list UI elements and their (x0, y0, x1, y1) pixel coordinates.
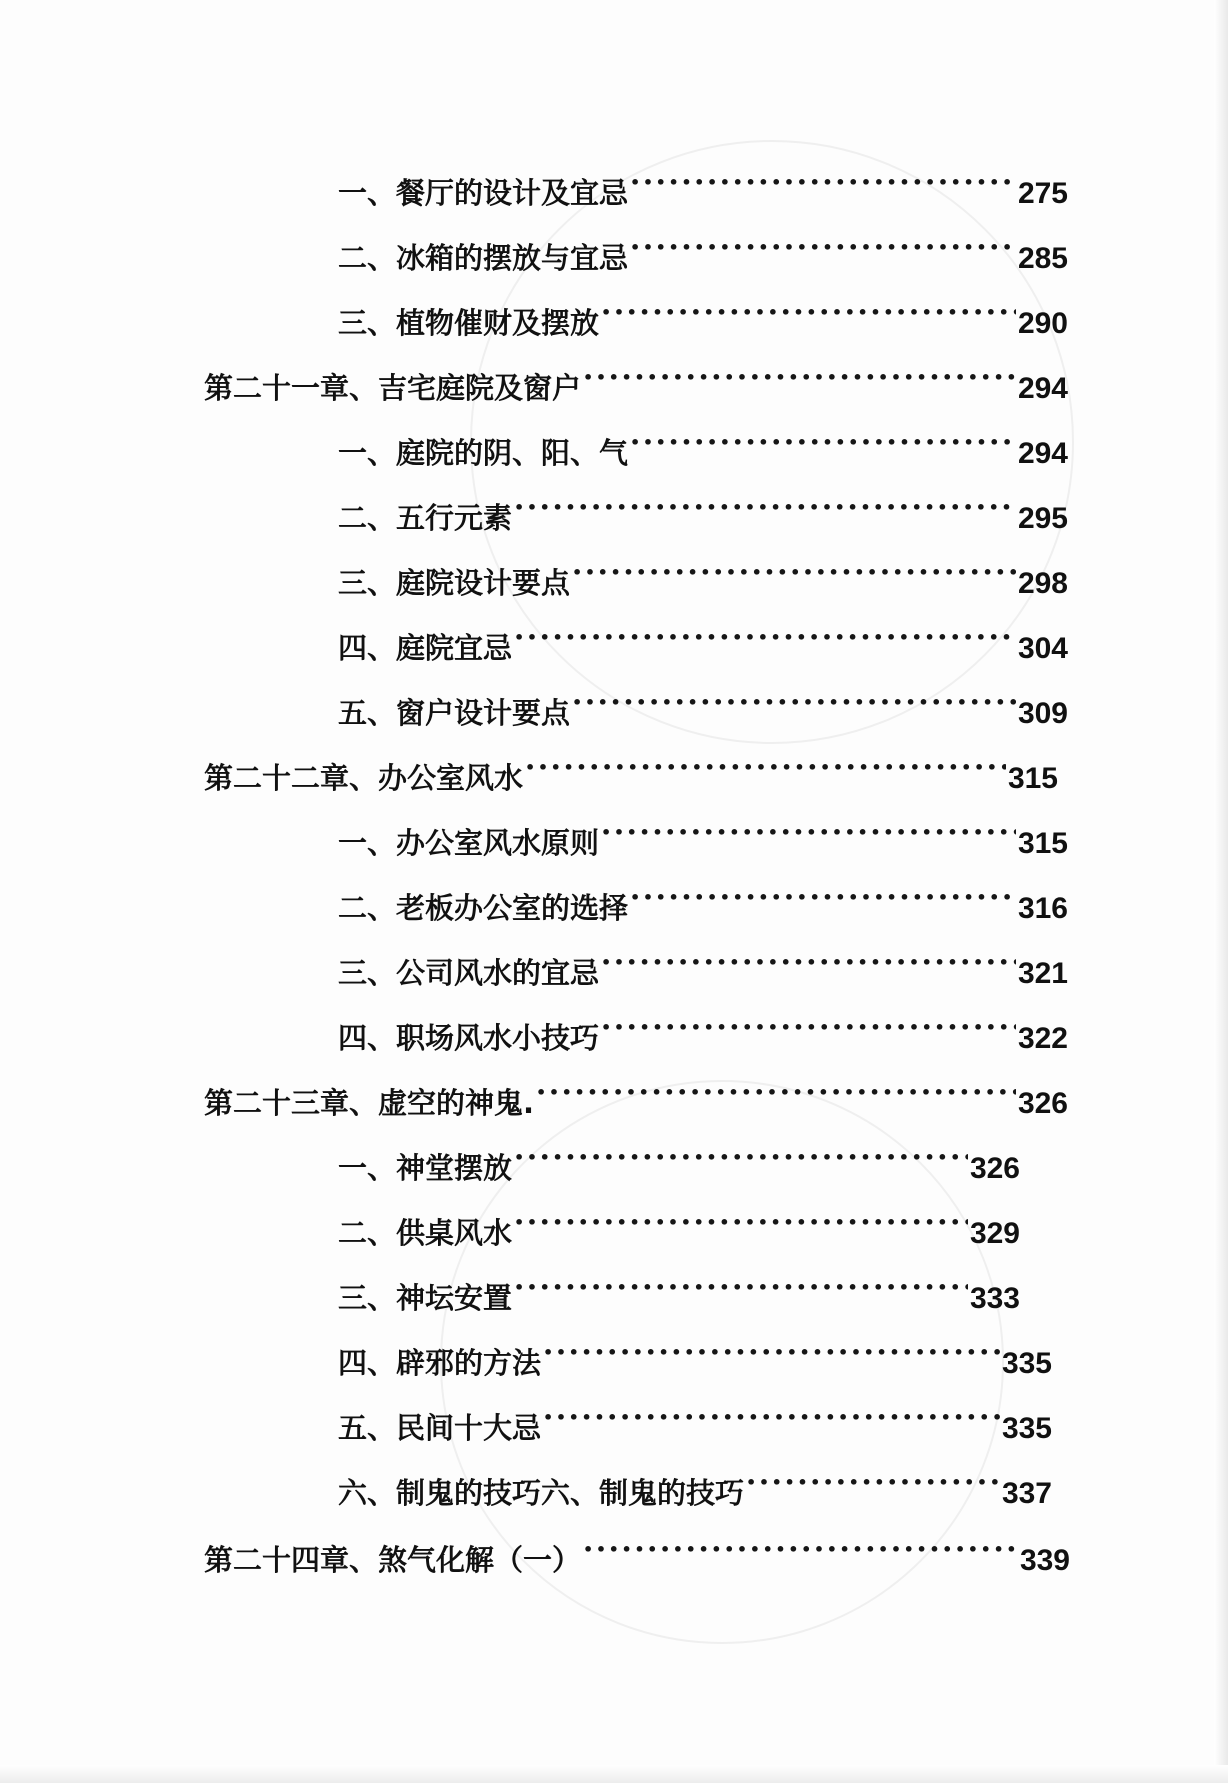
toc-entry-title: 第二十三章、虚空的神鬼. (204, 1086, 535, 1120)
toc-dot-leader (514, 488, 1016, 528)
toc-entry (338, 1008, 1068, 1055)
toc-dot-leader (514, 1268, 968, 1308)
toc-dot-leader (536, 1073, 1016, 1113)
toc-entry-title: 三、庭院设计要点 (338, 566, 571, 600)
toc-page-number: 315 (1017, 827, 1068, 860)
toc-entry (338, 1333, 1052, 1380)
toc-entry (338, 683, 1068, 730)
toc-entry-title: 四、职场风水小技巧 (338, 1021, 600, 1055)
toc-entry (338, 228, 1068, 275)
toc-entry (338, 1268, 1020, 1315)
toc-dot-leader (543, 1333, 1000, 1373)
toc-entry (338, 618, 1068, 665)
toc-dot-leader (583, 358, 1016, 398)
toc-page-number: 285 (1017, 242, 1068, 275)
toc-dot-leader (630, 163, 1016, 203)
toc-dot-leader (601, 293, 1016, 333)
toc-page-number: 335 (1001, 1347, 1052, 1380)
toc-chapter-entry (204, 1073, 1068, 1120)
toc-entry-title: 四、辟邪的方法 (338, 1346, 542, 1380)
toc-dot-leader (601, 1008, 1016, 1048)
toc-dot-leader (601, 943, 1016, 983)
toc-entry-title: 五、窗户设计要点 (338, 696, 571, 730)
toc-entry (338, 1463, 1052, 1510)
toc-page-number: 326 (1017, 1087, 1068, 1120)
toc-dot-leader (630, 878, 1016, 918)
toc-entry-title: 二、冰箱的摆放与宜忌 (338, 241, 629, 275)
toc-page-number: 316 (1017, 892, 1068, 925)
toc-page-number: 333 (969, 1282, 1020, 1315)
toc-chapter-entry (204, 1530, 1070, 1577)
toc-page-number: 326 (969, 1152, 1020, 1185)
toc-entry (338, 553, 1068, 600)
toc-entry-title: 一、办公室风水原则 (338, 826, 600, 860)
toc-dot-leader (630, 423, 1016, 463)
toc-page-number: 329 (969, 1217, 1020, 1250)
toc-page-number: 321 (1017, 957, 1068, 990)
toc-dot-leader (514, 618, 1016, 658)
toc-entry (338, 163, 1068, 210)
toc-dot-leader (572, 553, 1016, 593)
toc-entry-title: 一、庭院的阴、阳、气 (338, 436, 629, 470)
toc-entry (338, 423, 1068, 470)
toc-dot-leader (572, 683, 1016, 723)
toc-page-number: 315 (1007, 762, 1058, 795)
toc-entry-title: 一、餐厅的设计及宜忌 (338, 176, 629, 210)
toc-chapter-entry (204, 748, 1058, 795)
toc-chapter-entry (204, 358, 1068, 405)
toc-dot-leader (630, 228, 1016, 268)
toc-entry-title: 三、植物催财及摆放 (338, 306, 600, 340)
toc-entry-title: 三、神坛安置 (338, 1281, 513, 1315)
toc-entry-title: 六、制鬼的技巧六、制鬼的技巧 (338, 1476, 745, 1510)
toc-page-number: 304 (1017, 632, 1068, 665)
toc-entry-title: 一、神堂摆放 (338, 1151, 513, 1185)
toc-page-number: 294 (1017, 437, 1068, 470)
toc-page-number: 294 (1017, 372, 1068, 405)
toc-entry (338, 813, 1068, 860)
toc-entry (338, 488, 1068, 535)
toc-page-number: 298 (1017, 567, 1068, 600)
toc-entry (338, 943, 1068, 990)
toc-entry (338, 1138, 1020, 1185)
toc-dot-leader (525, 748, 1006, 788)
toc-page-number: 322 (1017, 1022, 1068, 1055)
toc-dot-leader (543, 1398, 1000, 1438)
toc-entry (338, 878, 1068, 925)
toc-page-number: 339 (1019, 1544, 1070, 1577)
toc-entry-title: 二、老板办公室的选择 (338, 891, 629, 925)
toc-entry-title: 四、庭院宜忌 (338, 631, 513, 665)
toc-entry (338, 1398, 1052, 1445)
toc-entry-title: 第二十二章、办公室风水 (204, 761, 524, 795)
toc-page-number: 335 (1001, 1412, 1052, 1445)
toc-page-number: 290 (1017, 307, 1068, 340)
toc-page-number: 337 (1001, 1477, 1052, 1510)
toc-entry-title: 二、供桌风水 (338, 1216, 513, 1250)
toc-entry-title: 第二十一章、吉宅庭院及窗户 (204, 371, 582, 405)
toc-entry (338, 1203, 1020, 1250)
toc-dot-leader (601, 813, 1016, 853)
toc-page-number: 295 (1017, 502, 1068, 535)
toc-dot-leader (514, 1203, 968, 1243)
toc-entry-title: 二、五行元素 (338, 501, 513, 535)
toc-entry (338, 293, 1068, 340)
toc-page-number: 309 (1017, 697, 1068, 730)
toc-dot-leader (583, 1530, 1018, 1570)
toc-dot-leader (514, 1138, 968, 1178)
toc-entry-title: 五、民间十大忌 (338, 1411, 542, 1445)
toc-entry-title: 三、公司风水的宜忌 (338, 956, 600, 990)
toc-page-number: 275 (1017, 177, 1068, 210)
toc-dot-leader (746, 1463, 1000, 1503)
toc-entry-title: 第二十四章、煞气化解（一） (204, 1543, 582, 1577)
